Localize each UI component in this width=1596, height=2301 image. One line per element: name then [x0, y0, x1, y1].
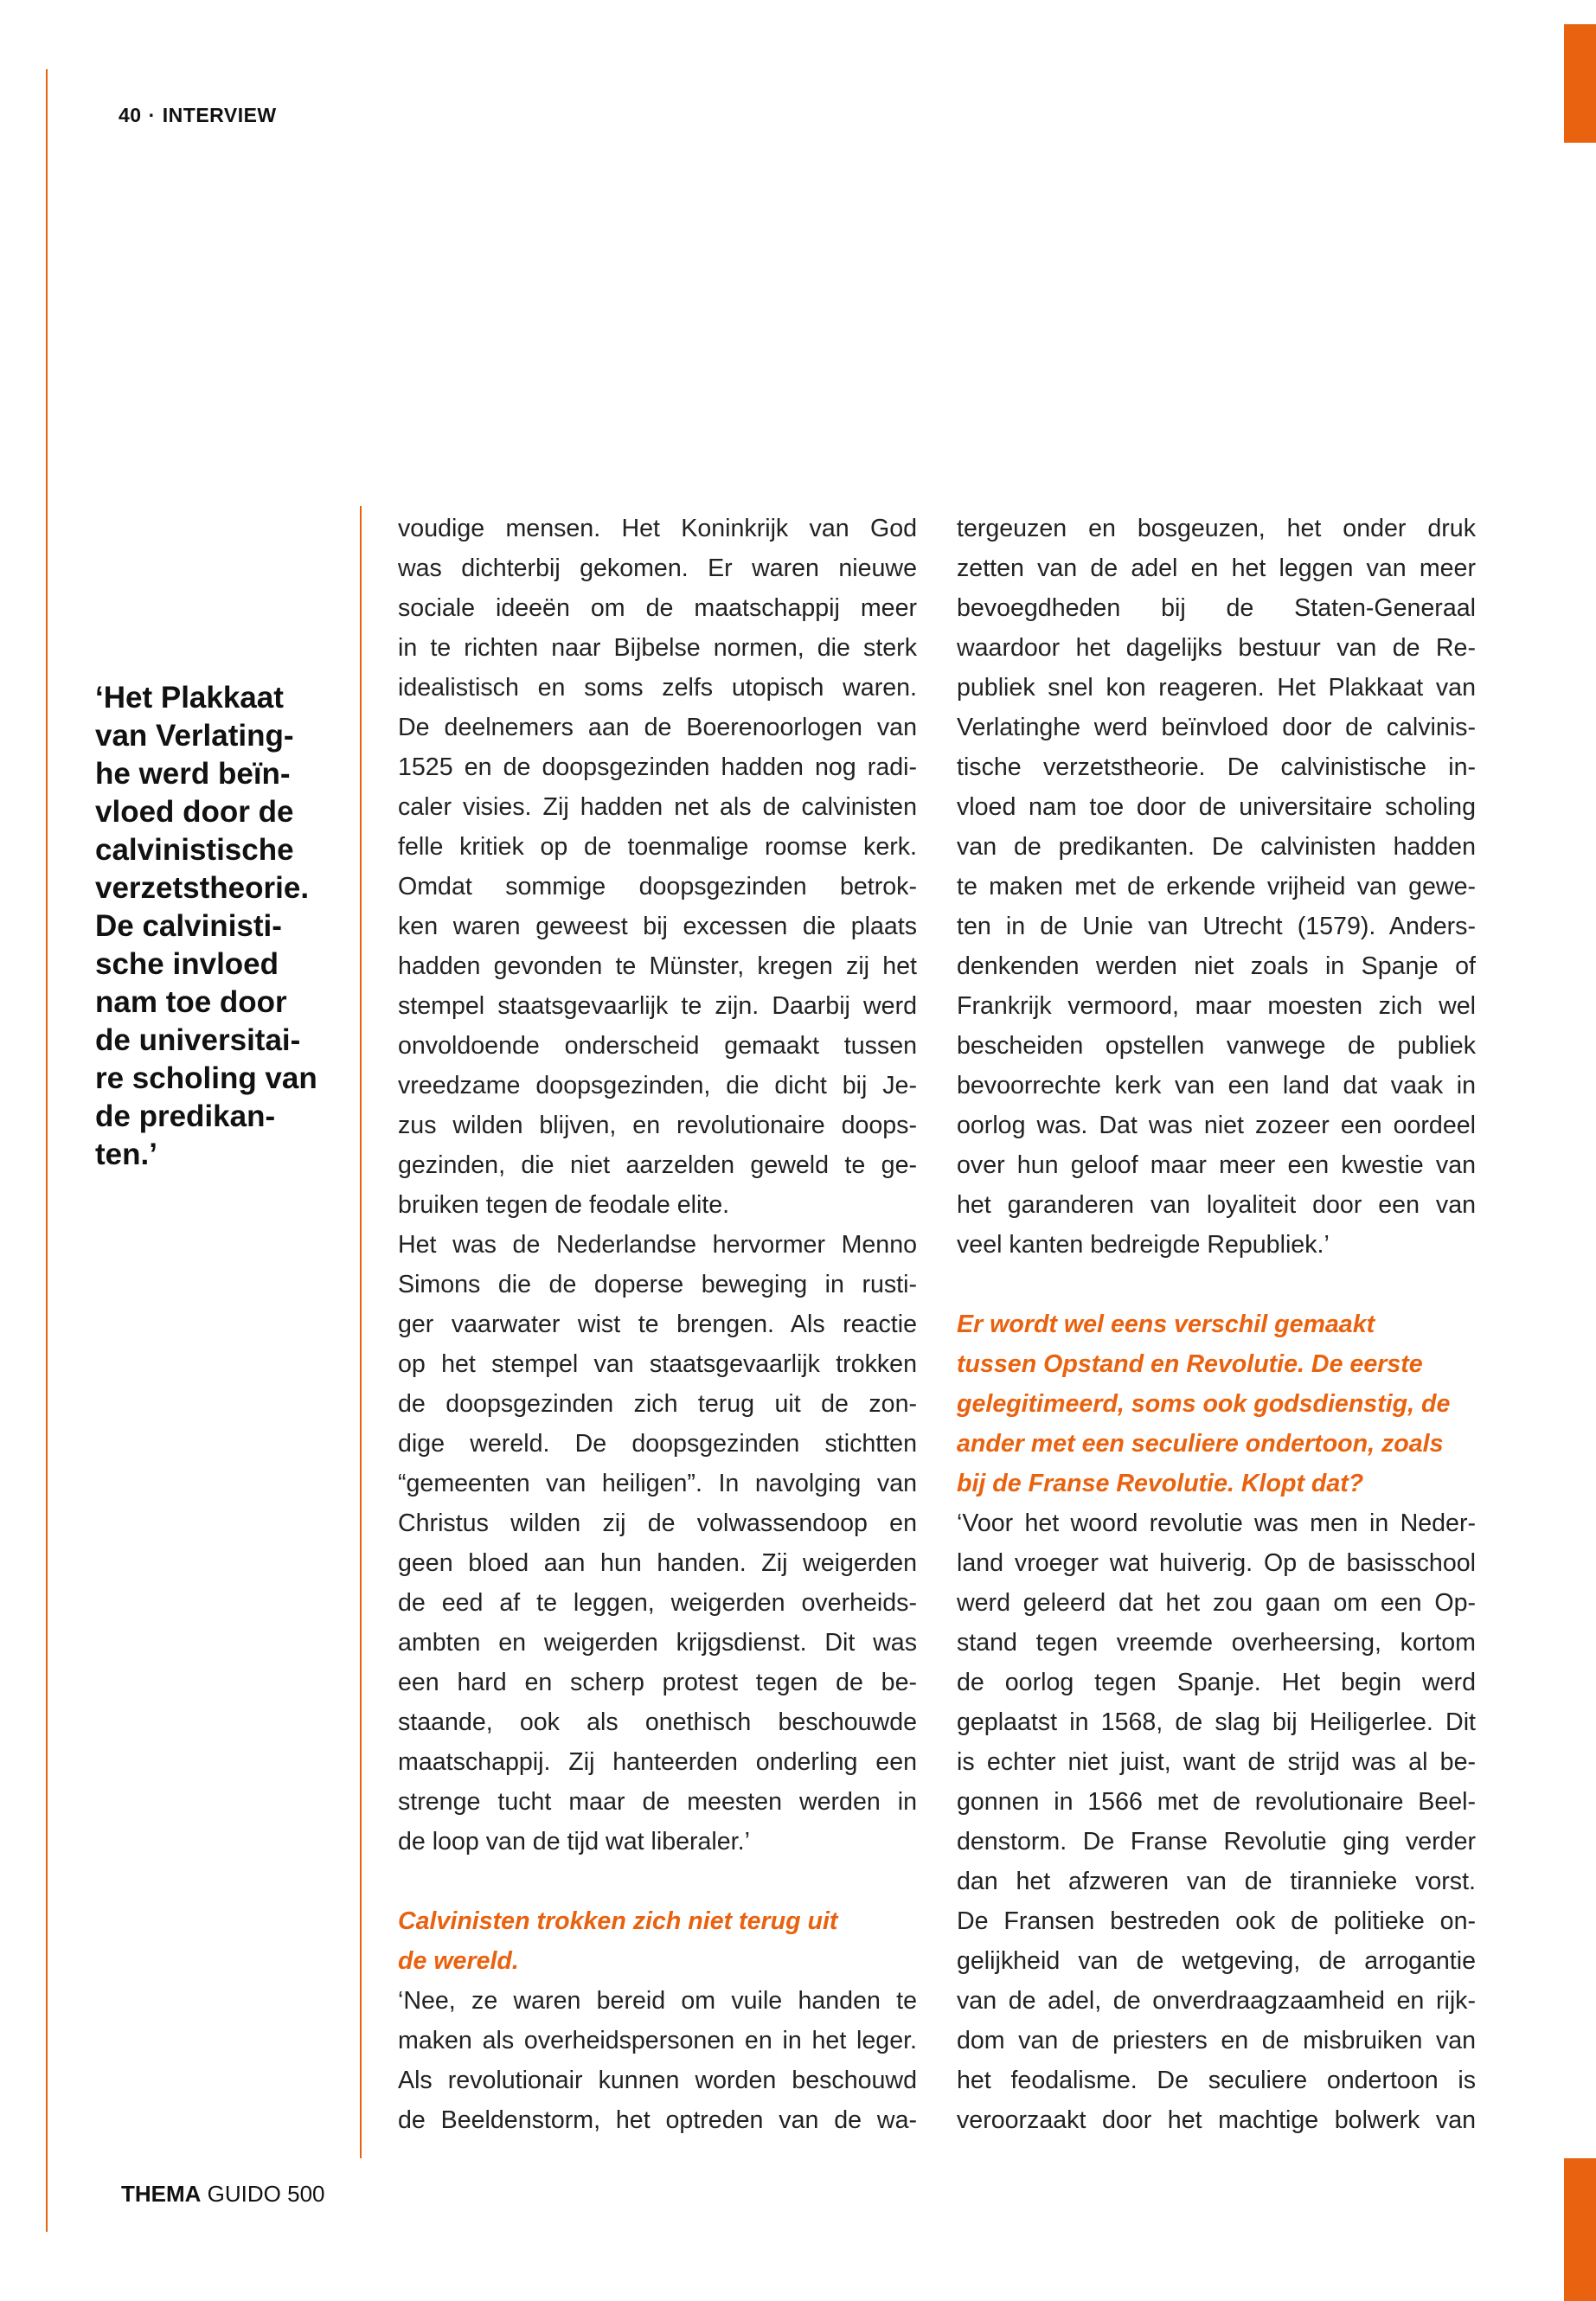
body-text-line: in te richten naar Bijbelse normen, die sterk	[398, 634, 917, 662]
body-text-line: het feodalisme. De seculiere ondertoon is	[957, 2067, 1476, 2094]
body-text-line: 1525 en de doopsgezinden hadden nog radi-	[398, 753, 917, 781]
page-header	[119, 104, 277, 127]
pull-quote-line: vloed door de	[95, 795, 294, 829]
pull-quote-line: De calvinisti-	[95, 909, 282, 943]
body-text-line: denkenden werden niet zoals in Spanje of	[957, 952, 1476, 980]
body-text-line: ger vaarwater wist te brengen. Als reactie	[398, 1311, 917, 1338]
body-text-line: dige wereld. De doopsgezinden stichtten	[398, 1430, 917, 1458]
interview-question-line: bij de Franse Revolutie. Klopt dat?	[957, 1470, 1364, 1497]
body-text-line: Simons die de doperse beweging in rusti-	[398, 1271, 917, 1298]
body-text-line: De deelnemers aan de Boerenoorlogen van	[398, 714, 917, 741]
body-text-line: bruiken tegen de feodale elite.	[398, 1191, 730, 1219]
body-text-line: de loop van de tijd wat liberaler.’	[398, 1828, 750, 1856]
body-text-line: Christus wilden zij de volwassendoop en	[398, 1509, 917, 1537]
body-text-line: ‘Nee, ze waren bereid om vuile handen te	[398, 1987, 917, 2015]
body-text-line: zetten van de adel en het leggen van meer	[957, 554, 1476, 582]
body-text-line: zus wilden blijven, en revolutionaire doops-	[398, 1112, 917, 1139]
article-column-1	[398, 509, 917, 2140]
paragraph-gap	[957, 1265, 1476, 1304]
body-text-line: Omdat sommige doopsgezinden betrok-	[398, 873, 917, 901]
body-text-line: was dichterbij gekomen. Er waren nieuwe	[398, 554, 917, 582]
body-text-line: de doopsgezinden zich terug uit de zon-	[398, 1390, 917, 1418]
body-text-line: tische verzetstheorie. De calvinistische in-	[957, 753, 1476, 781]
body-text-line: ‘Voor het woord revolutie was men in Neder-	[957, 1509, 1476, 1537]
body-text-line: bevoegdheden bij de Staten-Generaal	[957, 594, 1476, 622]
body-text-line: De Fransen bestreden ook de politieke on-	[957, 1907, 1476, 1935]
body-text-line: onvoldoende onderscheid gemaakt tussen	[398, 1032, 917, 1060]
body-text-line: dan het afzweren van de tirannieke vorst.	[957, 1868, 1476, 1895]
body-text-line: gonnen in 1566 met de revolutionaire Beel-	[957, 1788, 1476, 1816]
body-text-line: de oorlog tegen Spanje. Het begin werd	[957, 1669, 1476, 1696]
column-rule	[360, 506, 362, 2158]
body-text-line: strenge tucht maar de meesten werden in	[398, 1788, 917, 1816]
body-text-line: dom van de priesters en de misbruiken van	[957, 2027, 1476, 2054]
body-text-line: “gemeenten van heiligen”. In navolging van	[398, 1470, 917, 1497]
body-text-line: werd geleerd dat het zou gaan om een Op-	[957, 1589, 1476, 1617]
body-text-line: een hard en scherp protest tegen de be-	[398, 1669, 917, 1696]
body-text-line: Als revolutionair kunnen worden beschouwd	[398, 2067, 917, 2094]
pull-quote-line: van Verlating-	[95, 719, 294, 753]
interview-question-line: Er wordt wel eens verschil gemaakt	[957, 1311, 1375, 1338]
interview-question-line: de wereld.	[398, 1947, 519, 1975]
body-text-line: op het stempel van staatsgevaarlijk trokken	[398, 1350, 917, 1378]
footer-brand: THEMA	[121, 2181, 202, 2207]
body-text-line: veroorzaakt door het machtige bolwerk van	[957, 2106, 1476, 2134]
body-text-line: waardoor het dagelijks bestuur van de Re-	[957, 634, 1476, 662]
pull-quote-line: calvinistische	[95, 833, 294, 867]
body-text-line: de Beeldenstorm, het optreden van de wa-	[398, 2106, 917, 2134]
body-text-line: gezinden, die niet aarzelden geweld te ge-	[398, 1151, 917, 1179]
pull-quote-line: nam toe door	[95, 985, 287, 1019]
accent-tab-top	[1564, 24, 1596, 143]
page-footer	[121, 2181, 325, 2208]
body-text-line: vloed nam toe door de universitaire scholing	[957, 793, 1476, 821]
body-text-line: tergeuzen en bosgeuzen, het onder druk	[957, 515, 1476, 542]
page-number: 40	[119, 104, 142, 126]
body-text-line: geen bloed aan hun handen. Zij weigerden	[398, 1549, 917, 1577]
separator-dot: ·	[148, 104, 156, 126]
pull-quote	[95, 679, 333, 1174]
body-text-line: idealistisch en soms zelfs utopisch waren.	[398, 674, 917, 702]
accent-tab-bottom	[1564, 2158, 1596, 2301]
body-text-line: vreedzame doopsgezinden, die dicht bij Je-	[398, 1072, 917, 1099]
body-text-line: staande, ook als onethisch beschouwde	[398, 1708, 917, 1736]
article-column-2	[957, 509, 1476, 2140]
body-text-line: maken als overheidspersonen en in het leger.	[398, 2027, 917, 2054]
pull-quote-line: ten.’	[95, 1138, 157, 1171]
body-text-line: land vroeger wat huiverig. Op de basisschool	[957, 1549, 1476, 1577]
interview-question-line: ander met een seculiere ondertoon, zoals	[957, 1430, 1444, 1458]
body-text-line: over hun geloof maar meer een kwestie van	[957, 1151, 1476, 1179]
body-text-line: veel kanten bedreigde Republiek.’	[957, 1231, 1330, 1259]
body-text-line: het garanderen van loyaliteit door een van	[957, 1191, 1476, 1219]
body-text-line: gelijkheid van de wetgeving, de arrogantie	[957, 1947, 1476, 1975]
interview-question-line: gelegitimeerd, soms ook godsdienstig, de	[957, 1390, 1451, 1418]
body-text-line: hadden gevonden te Münster, kregen zij het	[398, 952, 917, 980]
pull-quote-line: de universitai-	[95, 1023, 301, 1057]
body-text-line: Frankrijk vermoord, maar moesten zich wel	[957, 992, 1476, 1020]
footer-issue: GUIDO 500	[207, 2181, 325, 2207]
body-text-line: maatschappij. Zij hanteerden onderling een	[398, 1748, 917, 1776]
body-text-line: ten in de Unie van Utrecht (1579). Anders-	[957, 913, 1476, 940]
pull-quote-line: de predikan-	[95, 1099, 276, 1133]
body-text-line: felle kritiek op de toenmalige roomse kerk.	[398, 833, 917, 861]
pull-quote-line: ‘Het Plakkaat	[95, 681, 284, 715]
interview-question-line: Calvinisten trokken zich niet terug uit	[398, 1907, 838, 1935]
interview-question-line: tussen Opstand en Revolutie. De eerste	[957, 1350, 1423, 1378]
pull-quote-line: he werd beïn-	[95, 757, 291, 791]
body-text-line: Het was de Nederlandse hervormer Menno	[398, 1231, 917, 1259]
body-text-line: van de adel, de onverdraagzaamheid en rijk-	[957, 1987, 1476, 2015]
body-text-line: ambten en weigerden krijgsdienst. Dit was	[398, 1629, 917, 1657]
body-text-line: stand tegen vreemde overheersing, kortom	[957, 1629, 1476, 1657]
body-text-line: te maken met de erkende vrijheid van gewe-	[957, 873, 1476, 901]
body-text-line: de eed af te leggen, weigerden overheids-	[398, 1589, 917, 1617]
body-text-line: bevoorrechte kerk van een land dat vaak in	[957, 1072, 1476, 1099]
body-text-line: stempel staatsgevaarlijk te zijn. Daarbij werd	[398, 992, 917, 1020]
pull-quote-line: verzetstheorie.	[95, 871, 310, 905]
body-text-line: voudige mensen. Het Koninkrijk van God	[398, 515, 917, 542]
body-text-line: geplaatst in 1568, de slag bij Heiligerlee. Dit	[957, 1708, 1476, 1736]
body-text-line: ken waren geweest bij excessen die plaats	[398, 913, 917, 940]
pull-quote-line: re scholing van	[95, 1061, 317, 1095]
body-text-line: bescheiden opstellen vanwege de publiek	[957, 1032, 1476, 1060]
body-text-line: publiek snel kon reageren. Het Plakkaat van	[957, 674, 1476, 702]
body-text-line: Verlatinghe werd beïnvloed door de calvinis-	[957, 714, 1476, 741]
body-text-line: van de predikanten. De calvinisten hadden	[957, 833, 1476, 861]
body-text-line: sociale ideeën om de maatschappij meer	[398, 594, 917, 622]
body-text-line: oorlog was. Dat was niet zozeer een oordeel	[957, 1112, 1476, 1139]
section-label: INTERVIEW	[162, 104, 277, 126]
pull-quote-line: sche invloed	[95, 947, 279, 981]
body-text-line: is echter niet juist, want de strijd was al be-	[957, 1748, 1476, 1776]
body-text-line: caler visies. Zij hadden net als de calvinisten	[398, 793, 917, 821]
margin-rule	[46, 69, 48, 2232]
body-text-line: denstorm. De Franse Revolutie ging verder	[957, 1828, 1476, 1856]
paragraph-gap	[398, 1862, 917, 1901]
